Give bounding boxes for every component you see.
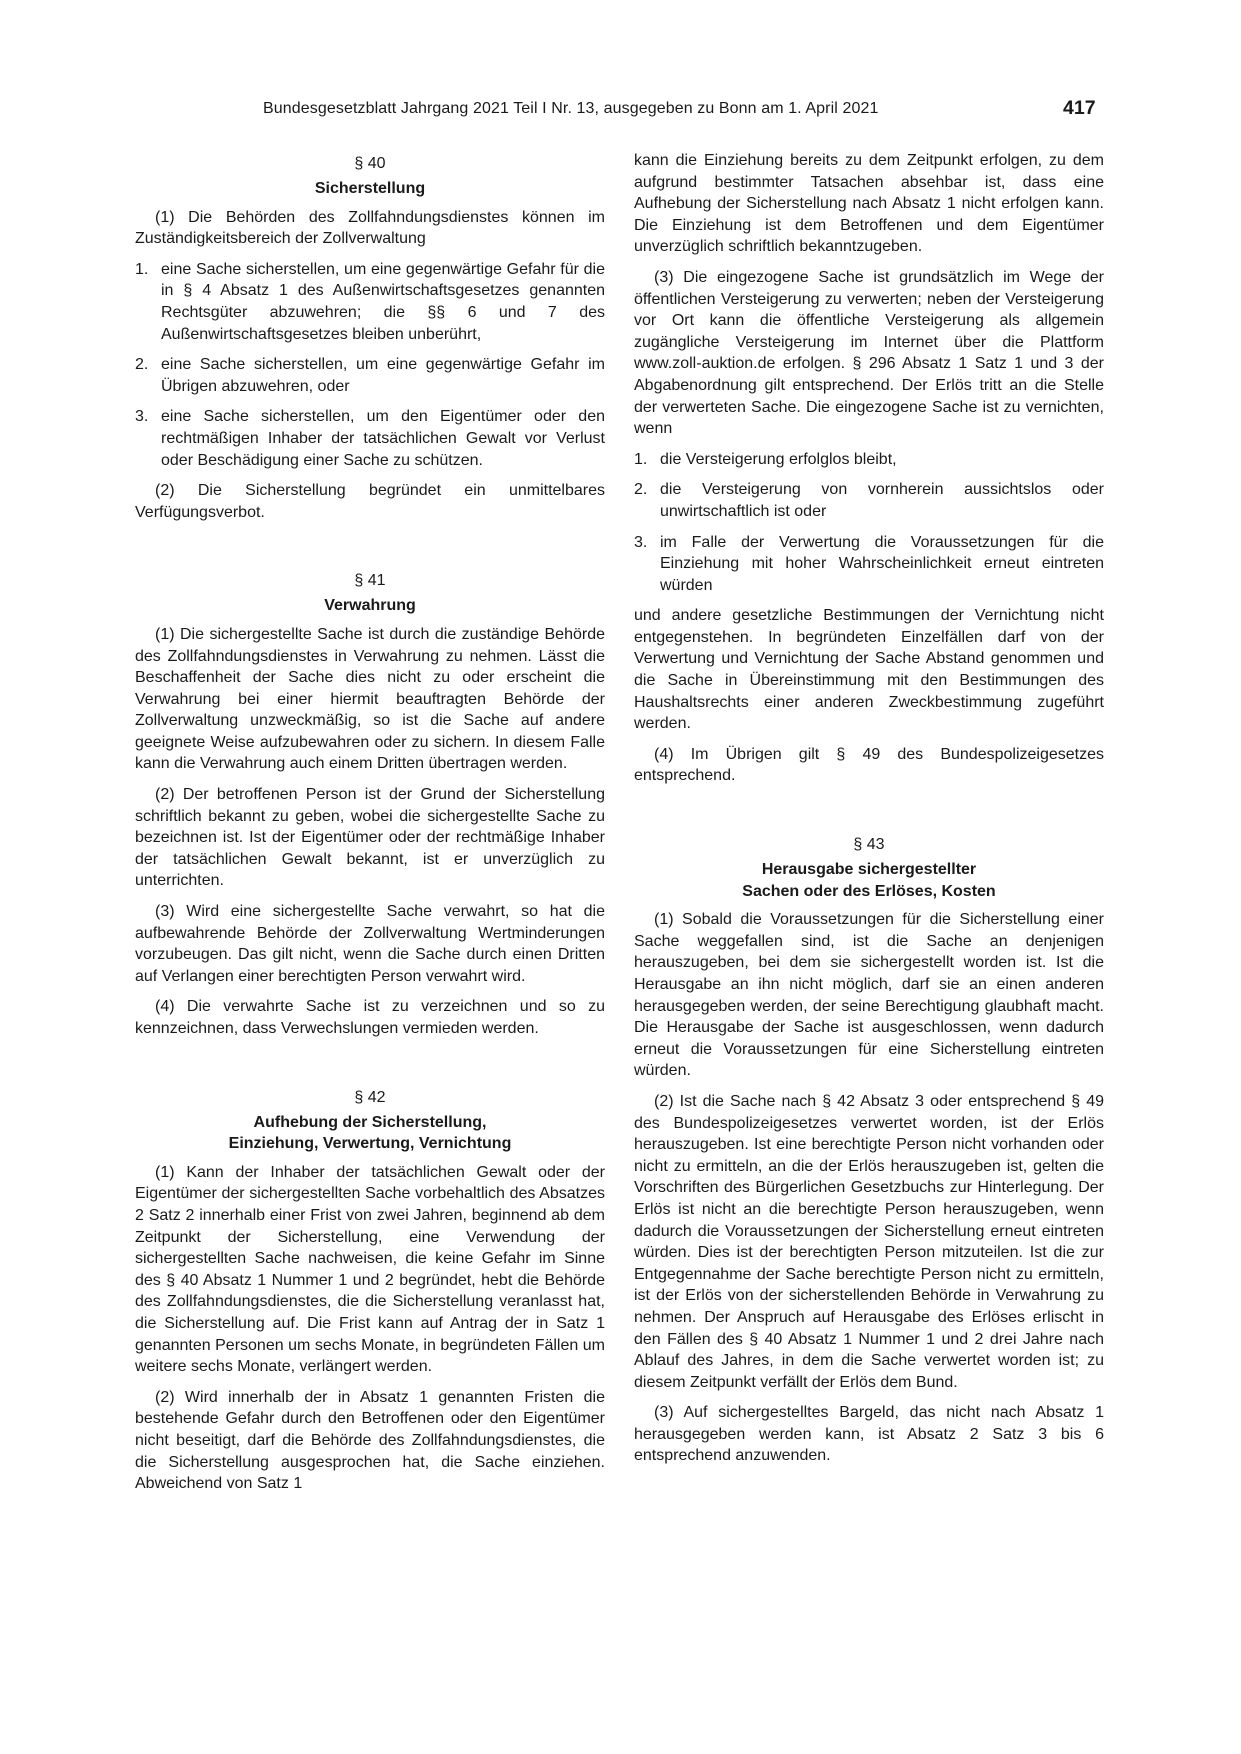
item-text: im Falle der Verwertung die Voraussetzungen für die Einziehung mit hoher Wahrscheinlichkeit erneut eintreten würden <box>660 533 1104 594</box>
section-43 <box>634 831 1104 1467</box>
item-list <box>135 259 605 471</box>
section-title: Verwahrung <box>324 597 416 615</box>
paragraph: (1) Sobald die Voraussetzungen für die Sicherstellung einer Sache weggefallen sind, ist die Sache an denjenigen herauszugeben, bei dem sie sichergestellt worden ist. Ist die Herausgabe an ihn nicht möglich, darf sie an einen anderen herausgegeben werden, der seine Berechtigung glaubhaft macht. Die Herausgabe der Sache ist ausgeschlossen, wenn dadurch erneut die Voraussetzungen für eine Sicherstellung eintreten würden. <box>634 911 1104 1080</box>
running-header: Bundesgesetzblatt Jahrgang 2021 Teil I Nr. 13, ausgegeben zu Bonn am 1. April 2021 <box>263 100 879 117</box>
list-item <box>135 406 605 471</box>
item-text: die Versteigerung erfolglos bleibt, <box>660 450 897 468</box>
item-number: 1. <box>135 260 149 278</box>
paragraph: (2) Ist die Sache nach § 42 Absatz 3 oder entsprechend § 49 des Bundespolizeigesetzes verwertet worden, ist der Erlös herauszugeben. Ist eine berechtigte Person nicht vorhanden oder nicht zu ermitteln, an die der Erlös herauszugeben ist, gelten die Vorschriften des Bürgerlichen Gesetzbuchs zur Hinterlegung. Der Erlös ist nicht an die berechtigte Person herauszugeben, wenn dadurch die Voraussetzungen der Sicherstellung erneut eintreten würden. Dies ist der berechtigten Person mitzuteilen. Ist die zur Entgegennahme der Sache berechtigte Person nicht zu ermitteln, ist der Erlös von der sicherstellenden Behörde in Verwahrung zu nehmen. Der Anspruch auf Herausgabe des Erlöses erlischt in den Fällen des § 40 Absatz 1 Nummer 1 und 2 drei Jahre nach Ablauf des Jahres, in dem die Sache verwertet worden ist; zu diesem Zeitpunkt verfällt der Erlös dem Bund. <box>634 1092 1104 1391</box>
paragraph-continuation: kann die Einziehung bereits zu dem Zeitpunkt erfolgen, zu dem aufgrund bestimmter Tatsachen absehbar ist, dass eine Aufhebung der Sicherstellung nach Absatz 1 nicht erfolgen kann. Die Einziehung ist dem Betroffenen und dem Eigentümer unverzüglich schriftlich bekanntzugeben. <box>634 152 1104 256</box>
list-item <box>634 532 1104 597</box>
paragraph: (1) Die Behörden des Zollfahndungsdienstes können im Zuständigkeitsbereich der Zollverwaltung <box>135 208 605 248</box>
section-42 <box>135 1084 605 1495</box>
item-number: 2. <box>634 481 648 499</box>
item-text: die Versteigerung von vornherein aussichtslos oder unwirtschaftlich ist oder <box>660 481 1104 520</box>
section-title-line: Sachen oder des Erlöses, Kosten <box>742 882 996 900</box>
item-number: 3. <box>634 533 648 551</box>
item-number: 1. <box>634 450 648 468</box>
section-title <box>634 859 1104 902</box>
paragraph: (2) Wird innerhalb der in Absatz 1 genannten Fristen die bestehende Gefahr durch den Betroffenen oder den Eigentümer nicht beseitigt, darf die Behörde des Zollfahndungsdienstes, die die Sicherstellung ausgesprochen hat, die Sache einziehen. Abweichend von Satz 1 <box>135 1388 605 1493</box>
list-item <box>634 449 1104 471</box>
list-item <box>135 259 605 345</box>
paragraph: (3) Auf sichergestelltes Bargeld, das nicht nach Absatz 1 herausgegeben werden kann, ist Absatz 2 Satz 3 bis 6 entsprechend anzuwenden. <box>634 1404 1104 1465</box>
page-header <box>0 97 1241 126</box>
paragraph: (2) Der betroffenen Person ist der Grund der Sicherstellung schriftlich bekannt zu geben, wobei die sichergestellte Sache zu bezeichnen ist. Ist der Eigentümer oder der rechtmäßige Inhaber der tatsächlichen Gewalt bekannt, ist er unverzüglich zu unterrichten. <box>135 786 605 890</box>
paragraph: (1) Kann der Inhaber der tatsächlichen Gewalt oder der Eigentümer der sichergestellten Sache vorbehaltlich des Absatzes 2 Satz 2 innerhalb einer Frist von zwei Jahren, beginnend ab dem Zeitpunkt der Sicherstellung, eine Verwendung der sichergestellten Sache nachweisen, die keine Gefahr im Sinne des § 40 Absatz 1 Nummer 1 und 2 begründet, hebt die Behörde des Zollfahndungsdienstes, die die Sicherstellung veranlasst hat, die Sicherstellung auf. Die Frist kann auf Antrag der in Satz 1 genannten Personen um sechs Monate, in begründeten Fällen um weitere sechs Monate, verlängert werden. <box>135 1163 605 1376</box>
left-column <box>135 150 605 1504</box>
item-number: 2. <box>135 356 149 374</box>
section-number: § 40 <box>354 155 386 172</box>
section-number: § 43 <box>853 836 885 854</box>
section-title <box>135 1112 605 1155</box>
item-text: eine Sache sicherstellen, um den Eigentümer oder den rechtmäßigen Inhaber der tatsächlichen Gewalt vor Verlust oder Beschädigung einer Sache zu schützen. <box>161 408 605 469</box>
item-number: 3. <box>135 408 149 426</box>
paragraph-continuation: und andere gesetzliche Bestimmungen der Vernichtung nicht entgegenstehen. In begründeten Einzelfällen darf von der Verwertung und Vernichtung der Sache Abstand genommen und die Sache in Übereinstimmung mit den Bestimmungen des Haushaltsrechts einer anderen Zweckbestimmung zugeführt werden. <box>634 607 1104 733</box>
section-title: Sicherstellung <box>314 180 426 197</box>
section-41 <box>135 567 605 1039</box>
section-title-line: Herausgabe sichergestellter <box>761 861 977 879</box>
paragraph: (2) Die Sicherstellung begründet ein unmittelbares Verfügungsverbot. <box>135 482 605 521</box>
section-title-line: Aufhebung der Sicherstellung, <box>253 1113 487 1131</box>
paragraph: (4) Die verwahrte Sache ist zu verzeichnen und so zu kennzeichnen, dass Verwechslungen vermieden werden. <box>135 998 605 1037</box>
paragraph: (3) Die eingezogene Sache ist grundsätzlich im Wege der öffentlichen Versteigerung zu verwerten; neben der Versteigerung vor Ort kann die öffentliche Versteigerung als allgemein zugängliche Versteigerung im Internet über die Plattform www.zoll-auktion.de erfolgen. § 296 Absatz 1 Satz 1 und 3 der Abgabenordnung gilt entsprechend. Der Erlös tritt an die Stelle der verwerteten Sache. Die eingezogene Sache ist zu vernichten, wenn <box>634 268 1104 438</box>
section-title-line: Einziehung, Verwertung, Vernichtung <box>228 1135 512 1153</box>
list-item <box>634 479 1104 522</box>
item-list <box>634 449 1104 597</box>
page-number: 417 <box>1063 97 1096 119</box>
section-number: § 42 <box>354 1088 386 1106</box>
section-number: § 41 <box>354 572 386 590</box>
section-40 <box>135 150 605 523</box>
list-item <box>135 354 605 397</box>
paragraph: (1) Die sichergestellte Sache ist durch die zuständige Behörde des Zollfahndungsdienstes in Verwahrung zu nehmen. Lässt die Beschaffenheit der Sache dies nicht zu oder erscheint die Verwahrung bei einer hiermit beauftragten Behörde der Zollverwaltung unzweckmäßig, so ist die Sache auf andere geeignete Weise aufzubewahren oder zu sichern. In diesem Falle kann die Verwahrung auch einem Dritten übertragen werden. <box>135 625 605 773</box>
paragraph: (4) Im Übrigen gilt § 49 des Bundespolizeigesetzes entsprechend. <box>634 745 1104 785</box>
paragraph: (3) Wird eine sichergestellte Sache verwahrt, so hat die aufbewahrende Behörde der Zollverwaltung Wertminderungen vorzubeugen. Das gilt nicht, wenn die Sache durch einen Dritten auf Verlangen einer berechtigten Person verwahrt wird. <box>135 903 605 985</box>
right-column <box>634 150 1104 1476</box>
item-text: eine Sache sicherstellen, um eine gegenwärtige Gefahr im Übrigen abzuwehren, oder <box>161 356 605 395</box>
item-text: eine Sache sicherstellen, um eine gegenwärtige Gefahr für die in § 4 Absatz 1 des Außenwirtschaftsgesetzes genannten Rechtsgüter abzuwehren; die §§ 6 und 7 des Außenwirtschaftsgesetzes bleiben unberührt, <box>161 260 605 343</box>
